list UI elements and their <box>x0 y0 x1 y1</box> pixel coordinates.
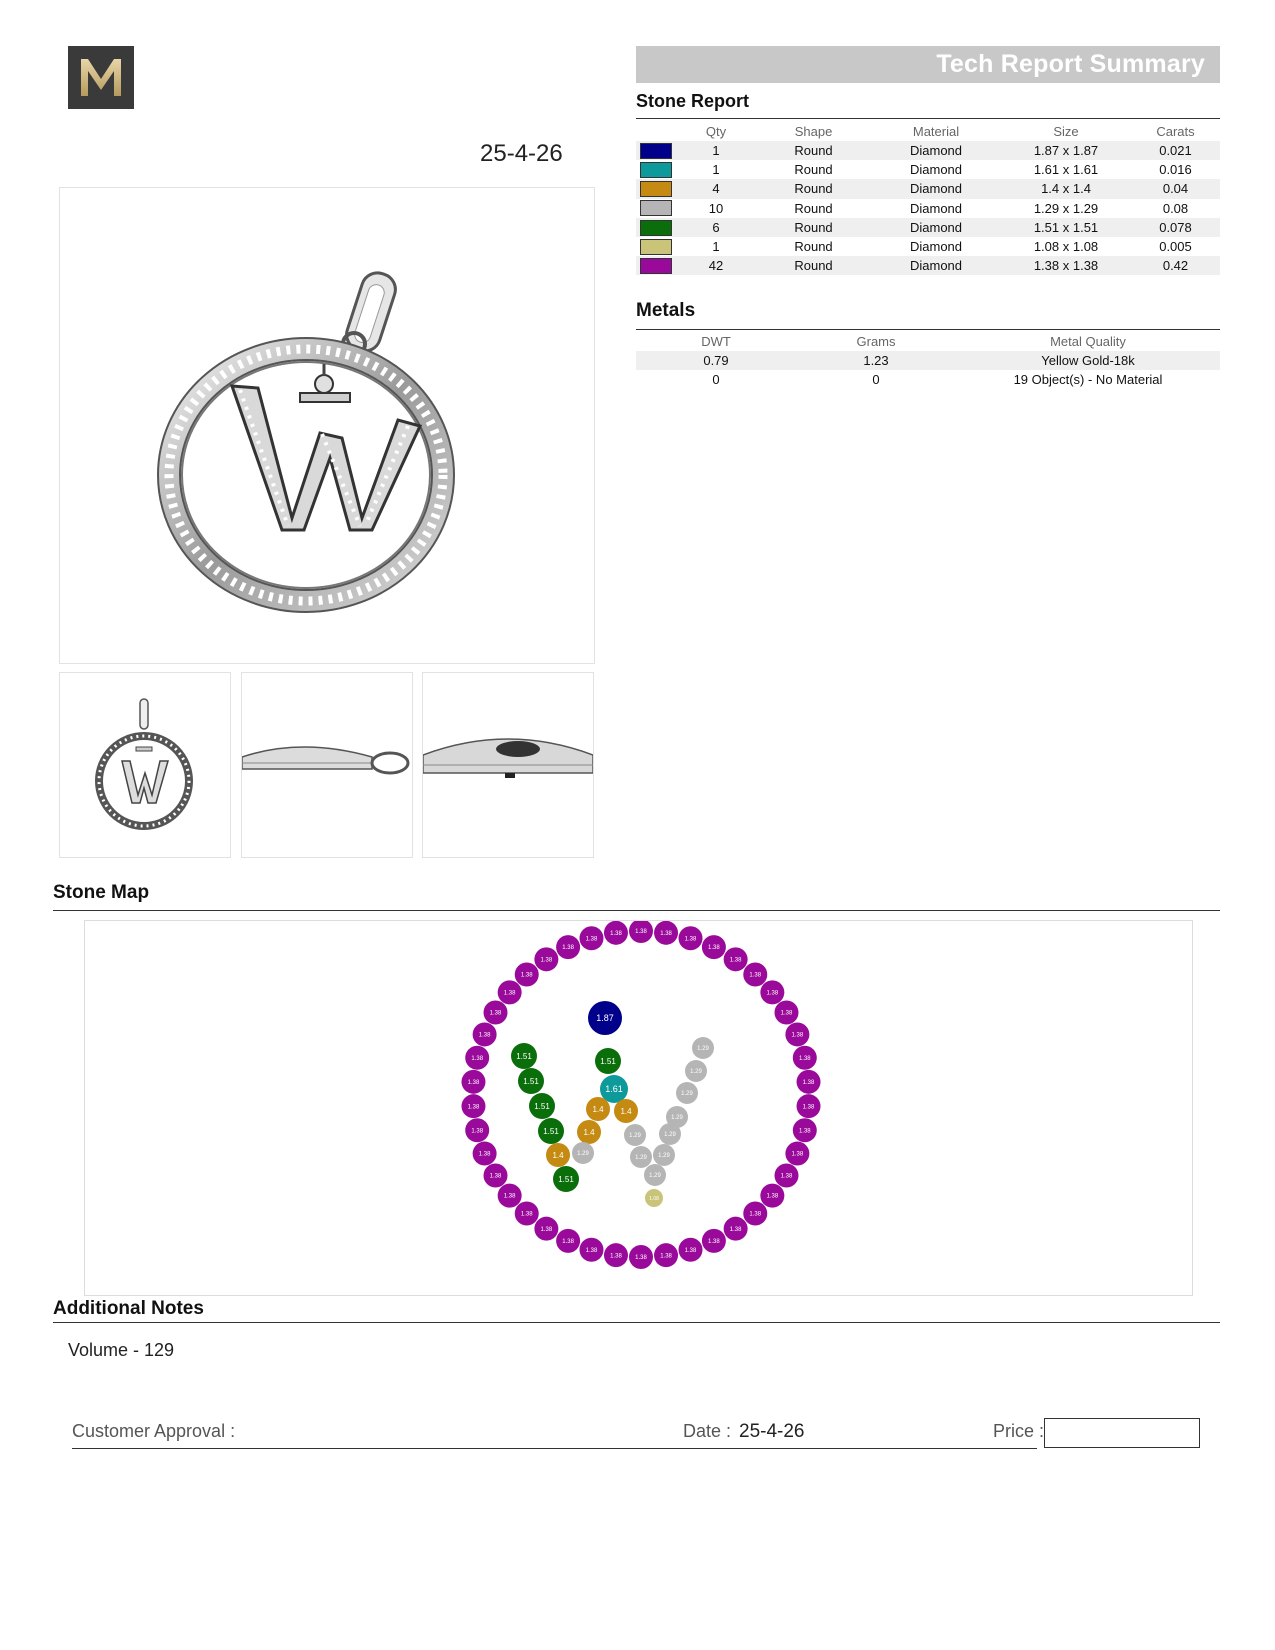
stone-report-title: Stone Report <box>636 91 750 111</box>
stone-color-swatch <box>640 220 672 236</box>
ring-stone <box>515 963 539 987</box>
ring-stone-label: 1.38 <box>635 1255 647 1262</box>
metal-dwt-cell: 0 <box>712 372 720 388</box>
stone-color-cell <box>636 199 676 218</box>
stone-khaki <box>645 1189 663 1207</box>
ring-stone-label: 1.38 <box>660 1253 672 1260</box>
ring-stone-label: 1.38 <box>791 1032 804 1039</box>
ring-stone-label: 1.38 <box>520 1211 533 1218</box>
stone-material-cell: Diamond <box>871 179 1001 198</box>
stone-qty-cell: 1 <box>676 141 756 160</box>
stone-green <box>553 1166 579 1192</box>
stone-gray-label: 1.29 <box>629 1133 641 1140</box>
stone-green-label: 1.51 <box>543 1126 559 1136</box>
ring-stone-label: 1.38 <box>780 1010 793 1017</box>
ring-stone <box>679 1238 703 1262</box>
stone-gray-label: 1.29 <box>681 1091 693 1098</box>
stone-size-cell: 1.08 x 1.08 <box>1033 239 1099 255</box>
stone-report-row <box>636 218 1220 237</box>
metal-grams-cell: 0 <box>872 372 880 388</box>
ring-stone <box>473 1142 497 1166</box>
stone-carats-cell: 0.04 <box>1131 179 1220 198</box>
stone-carats-cell: 0.005 <box>1159 239 1192 255</box>
notes-divider <box>53 1322 1220 1323</box>
additional-notes-title: Additional Notes <box>53 1298 204 1319</box>
stone-size-cell: 1.61 x 1.61 <box>1033 162 1099 178</box>
ring-stone <box>785 1022 809 1046</box>
ring-stone-label: 1.38 <box>729 1226 742 1233</box>
stone-size-cell: 1.87 x 1.87 <box>1001 141 1131 160</box>
metals-row <box>636 351 1220 370</box>
stone-gray <box>692 1037 714 1059</box>
carats-column-header: Carats <box>1156 123 1195 139</box>
stone-report-row <box>636 237 1220 256</box>
ring-stone-label: 1.38 <box>766 1193 779 1200</box>
stone-shape-cell: Round <box>794 239 833 255</box>
stone-carats-cell: 0.42 <box>1131 256 1220 275</box>
stone-gray-label: 1.29 <box>658 1153 670 1160</box>
metal-grams-cell: 1.23 <box>796 351 956 370</box>
stone-color-cell <box>636 237 676 256</box>
stone-color-cell <box>636 160 676 179</box>
grams-column-header: Grams <box>856 333 896 349</box>
ring-stone-label: 1.38 <box>635 929 647 936</box>
ring-stone <box>498 1184 522 1208</box>
ring-stone <box>484 1164 508 1188</box>
stone-carats-cell: 0.08 <box>1162 200 1189 216</box>
ring-stone-label: 1.38 <box>585 1247 598 1254</box>
ring-stone <box>534 947 558 971</box>
stone-qty-cell: 1 <box>712 239 720 255</box>
stone-qty-cell: 6 <box>676 218 756 237</box>
company-logo <box>68 46 134 109</box>
metals-table <box>636 331 1220 389</box>
ring-stone-label: 1.38 <box>708 945 720 952</box>
stone-shape-cell: Round <box>756 179 871 198</box>
stone-gray <box>572 1142 594 1164</box>
metals-title: Metals <box>636 300 696 321</box>
ring-stone-label: 1.38 <box>749 1211 762 1218</box>
ring-stone-label: 1.38 <box>684 936 697 943</box>
ring-stone <box>629 921 653 943</box>
ring-stone-label: 1.38 <box>467 1079 480 1086</box>
stone-size-cell: 1.29 x 1.29 <box>1033 200 1099 216</box>
ring-stone <box>724 947 748 971</box>
stone-report-row <box>636 199 1220 218</box>
ring-stone <box>774 1164 798 1188</box>
ring-stone-label: 1.38 <box>798 1055 811 1062</box>
stone-green <box>511 1043 537 1069</box>
stone-material-cell: Diamond <box>871 218 1001 237</box>
ring-stone-label: 1.38 <box>471 1055 484 1062</box>
pendant-render-image <box>60 188 594 663</box>
ring-stone-label: 1.38 <box>471 1128 484 1135</box>
metals-row <box>636 370 1220 389</box>
ring-stone <box>743 963 767 987</box>
stone-color-swatch <box>640 162 672 178</box>
stone-report-row <box>636 160 1220 179</box>
stone-green <box>529 1093 555 1119</box>
stone-color-cell <box>636 218 676 237</box>
stone-blue-label: 1.87 <box>596 1013 614 1024</box>
qty-column-header: Qty <box>705 123 727 139</box>
stone-green-label: 1.51 <box>516 1051 532 1061</box>
ring-stone-label: 1.38 <box>780 1173 793 1180</box>
ring-stone <box>724 1217 748 1241</box>
stone-report-row <box>636 179 1220 198</box>
stone-khaki-label: 1.08 <box>649 1195 659 1202</box>
stone-green-label: 1.51 <box>523 1076 539 1086</box>
ring-stone-label: 1.38 <box>562 945 574 952</box>
stone-material-cell: Diamond <box>909 200 963 216</box>
stone-gray-label: 1.29 <box>671 1115 683 1122</box>
ring-stone <box>743 1201 767 1225</box>
stone-shape-cell: Round <box>756 218 871 237</box>
thumbnail-front-image <box>60 673 230 857</box>
ring-stone-label: 1.38 <box>729 957 742 964</box>
stone-shape-cell: Round <box>756 256 871 275</box>
ring-stone <box>793 1046 817 1070</box>
stone-color-swatch <box>640 181 672 197</box>
ring-stone-label: 1.38 <box>660 930 672 937</box>
ring-stone <box>556 935 580 959</box>
stone-gray-label: 1.29 <box>635 1155 647 1162</box>
stone-shape-cell: Round <box>794 162 833 178</box>
ring-stone <box>654 1243 678 1267</box>
stone-gray <box>624 1124 646 1146</box>
ring-stone <box>679 926 703 950</box>
ring-stone <box>760 1184 784 1208</box>
ring-stone-label: 1.38 <box>802 1104 815 1111</box>
stone-gray <box>659 1123 681 1145</box>
ring-stone-label: 1.38 <box>489 1010 502 1017</box>
stone-map-divider <box>53 910 1220 911</box>
ring-stone-label: 1.38 <box>540 957 553 964</box>
stone-color-cell <box>636 256 676 275</box>
ring-stone-label: 1.38 <box>791 1151 804 1158</box>
ring-stone-label: 1.38 <box>503 1193 516 1200</box>
stone-size-cell: 1.38 x 1.38 <box>1001 256 1131 275</box>
ring-stone <box>604 1243 628 1267</box>
stone-color-swatch <box>640 239 672 255</box>
ring-stone <box>793 1118 817 1142</box>
ring-stone-label: 1.38 <box>503 990 516 997</box>
material-column-header: Material <box>912 123 960 139</box>
notes-text: Volume - 129 <box>68 1340 175 1360</box>
ring-stone <box>461 1094 485 1118</box>
ring-stone <box>604 921 628 945</box>
stone-map-panel <box>84 920 1193 1296</box>
stone-orange <box>546 1143 570 1167</box>
stone-teal-label: 1.61 <box>605 1084 623 1095</box>
stone-carats-cell: 0.021 <box>1131 141 1220 160</box>
stone-gray <box>644 1164 666 1186</box>
ring-stone-label: 1.38 <box>749 972 762 979</box>
ring-stone <box>461 1070 485 1094</box>
metal-dwt-cell: 0.79 <box>636 351 796 370</box>
metals-header-row <box>636 331 1220 351</box>
stone-orange-label: 1.4 <box>592 1104 604 1114</box>
stone-green-label: 1.51 <box>558 1174 574 1184</box>
swatch-column-header <box>636 121 676 141</box>
ring-stone <box>702 935 726 959</box>
ring-stone-label: 1.38 <box>467 1104 480 1111</box>
stone-gray <box>653 1144 675 1166</box>
ring-stone <box>797 1094 821 1118</box>
metal-quality-cell: 19 Object(s) - No Material <box>1013 372 1163 388</box>
stone-green <box>538 1118 564 1144</box>
stone-gray <box>630 1146 652 1168</box>
stone-report-row <box>636 141 1220 160</box>
ring-stone <box>774 1001 798 1025</box>
size-column-header: Size <box>1053 123 1079 139</box>
stone-report-header-row <box>636 121 1220 141</box>
quality-column-header: Metal Quality <box>1050 333 1126 349</box>
stone-orange-label: 1.4 <box>552 1150 564 1160</box>
ring-stone-label: 1.38 <box>540 1226 553 1233</box>
stone-report-divider <box>636 118 1220 119</box>
stone-shape-cell: Round <box>794 200 833 216</box>
main-render-view <box>59 187 595 664</box>
ring-stone <box>465 1118 489 1142</box>
ring-stone-label: 1.38 <box>798 1128 811 1135</box>
thumbnail-back[interactable] <box>422 672 594 858</box>
stone-orange-label: 1.4 <box>620 1106 632 1116</box>
stone-gray <box>685 1060 707 1082</box>
stone-qty-cell: 10 <box>708 200 724 216</box>
stone-orange <box>614 1099 638 1123</box>
stone-gray-label: 1.29 <box>697 1046 709 1053</box>
stone-report-row <box>636 256 1220 275</box>
thumbnail-back-image <box>423 673 593 857</box>
ring-stone <box>760 980 784 1004</box>
stone-color-swatch <box>640 200 672 216</box>
ring-stone <box>498 980 522 1004</box>
stone-color-cell <box>636 179 676 198</box>
ring-stone-label: 1.38 <box>802 1079 815 1086</box>
ring-stone-label: 1.38 <box>478 1151 491 1158</box>
ring-stone-label: 1.38 <box>585 936 598 943</box>
ring-stone <box>473 1022 497 1046</box>
ring-stone <box>534 1217 558 1241</box>
ring-stone <box>556 1229 580 1253</box>
stone-color-swatch <box>640 143 672 159</box>
stone-qty-cell: 42 <box>676 256 756 275</box>
stone-color-swatch <box>640 258 672 274</box>
stone-green-label: 1.51 <box>600 1056 616 1066</box>
stone-shape-cell: Round <box>756 141 871 160</box>
stone-material-cell: Diamond <box>909 239 963 255</box>
stone-orange <box>577 1120 601 1144</box>
stone-material-cell: Diamond <box>871 256 1001 275</box>
price-label: Price : <box>993 1421 1045 1441</box>
stone-blue <box>588 1001 622 1035</box>
stone-size-cell: 1.4 x 1.4 <box>1001 179 1131 198</box>
metal-quality-cell: Yellow Gold-18k <box>956 351 1220 370</box>
dwt-column-header: DWT <box>701 333 731 349</box>
report-title: Tech Report Summary <box>936 50 1205 78</box>
stone-color-cell <box>636 141 676 160</box>
ring-stone <box>629 1245 653 1269</box>
ring-stone <box>797 1070 821 1094</box>
stone-material-cell: Diamond <box>909 162 963 178</box>
metals-divider <box>636 329 1220 330</box>
ring-stone <box>702 1229 726 1253</box>
stone-green <box>518 1068 544 1094</box>
ring-stone-label: 1.38 <box>610 930 622 937</box>
stone-size-cell: 1.51 x 1.51 <box>1001 218 1131 237</box>
thumbnail-front[interactable] <box>59 672 231 858</box>
ring-stone <box>654 921 678 945</box>
stone-gray-label: 1.29 <box>649 1173 661 1180</box>
stone-qty-cell: 1 <box>712 162 720 178</box>
ring-stone <box>465 1046 489 1070</box>
ring-stone-label: 1.38 <box>766 990 779 997</box>
ring-stone-label: 1.38 <box>562 1238 574 1245</box>
price-input[interactable] <box>1044 1418 1200 1448</box>
stone-orange <box>586 1097 610 1121</box>
ring-stone-label: 1.38 <box>478 1032 491 1039</box>
stone-qty-cell: 4 <box>676 179 756 198</box>
report-title-bar <box>636 46 1220 83</box>
stone-green <box>595 1048 621 1074</box>
approval-signature-line <box>72 1448 1037 1449</box>
customer-approval-label: Customer Approval : <box>72 1421 236 1441</box>
ring-stone-label: 1.38 <box>520 972 533 979</box>
stone-orange-label: 1.4 <box>583 1127 595 1137</box>
approval-date-value: 25-4-26 <box>739 1421 805 1442</box>
stone-report-table <box>636 121 1220 275</box>
stone-map-diagram <box>85 921 1192 1295</box>
stone-gray-label: 1.29 <box>577 1151 589 1158</box>
stone-carats-cell: 0.078 <box>1131 218 1220 237</box>
thumbnail-side[interactable] <box>241 672 413 858</box>
stone-map-title: Stone Map <box>53 882 150 903</box>
shape-column-header: Shape <box>794 123 833 139</box>
stone-green-label: 1.51 <box>534 1101 550 1111</box>
ring-stone-label: 1.38 <box>489 1173 502 1180</box>
ring-stone <box>515 1201 539 1225</box>
stone-gray <box>676 1082 698 1104</box>
ring-stone <box>484 1001 508 1025</box>
stone-carats-cell: 0.016 <box>1159 162 1192 178</box>
thumbnail-side-image <box>242 673 412 857</box>
stone-gray-label: 1.29 <box>690 1069 702 1076</box>
ring-stone-label: 1.38 <box>684 1247 697 1254</box>
ring-stone <box>579 1238 603 1262</box>
document-date: 25-4-26 <box>480 140 563 167</box>
stone-material-cell: Diamond <box>871 141 1001 160</box>
ring-stone-label: 1.38 <box>610 1253 622 1260</box>
approval-date-label: Date : <box>683 1421 732 1441</box>
ring-stone <box>785 1142 809 1166</box>
ring-stone <box>579 926 603 950</box>
stone-gray-label: 1.29 <box>664 1132 676 1139</box>
ring-stone-label: 1.38 <box>708 1238 720 1245</box>
